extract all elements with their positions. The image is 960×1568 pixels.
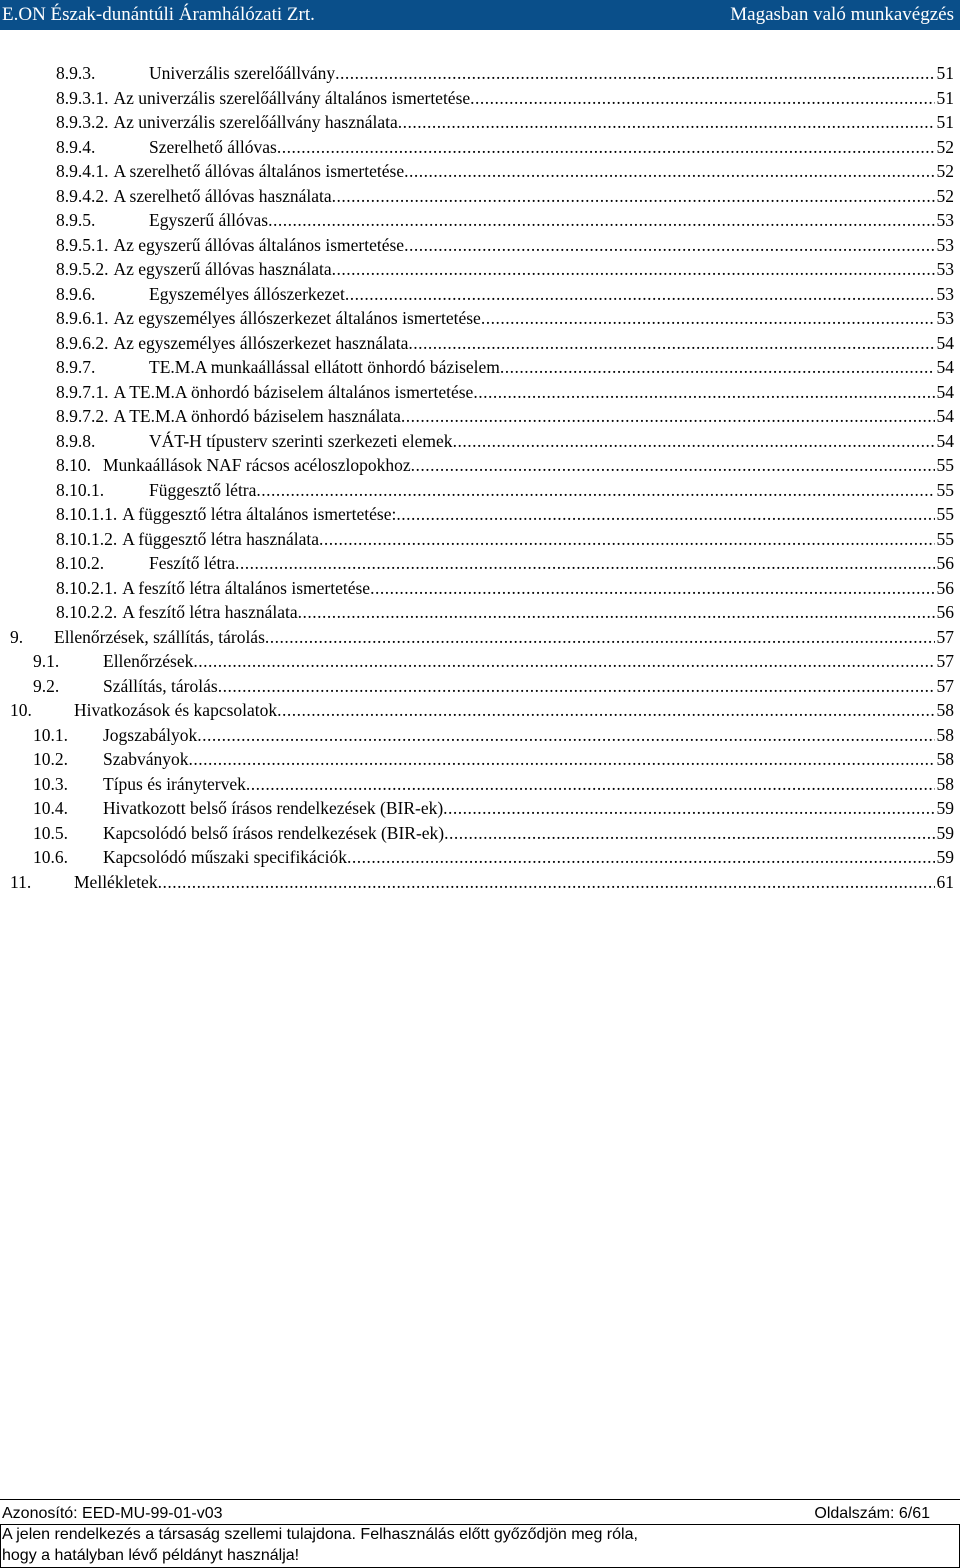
toc-entry-page: 56 bbox=[936, 602, 954, 622]
toc-entry-number: 8.9.3. bbox=[56, 63, 96, 83]
footer-notice-line-2: hogy a hatályban lévő példányt használja! bbox=[2, 1547, 300, 1564]
toc-entry[interactable] bbox=[56, 502, 954, 526]
toc-dot-leader bbox=[158, 870, 935, 894]
toc-dot-leader bbox=[396, 502, 934, 526]
toc-entry-page: 55 bbox=[936, 479, 954, 500]
header-document-title: Magasban való munkavégzés bbox=[730, 4, 954, 25]
toc-entry-page: 58 bbox=[936, 773, 954, 794]
toc-dot-leader bbox=[335, 61, 934, 85]
toc-entry[interactable] bbox=[56, 306, 954, 330]
toc-entry[interactable] bbox=[33, 674, 954, 698]
footer-notice-line-1: A jelen rendelkezés a társaság szellemi tulajdona. Felhasználás előtt győződjön meg róla, bbox=[2, 1526, 638, 1543]
toc-dot-leader bbox=[401, 404, 935, 428]
toc-dot-leader bbox=[332, 184, 935, 208]
toc-entry[interactable] bbox=[56, 478, 954, 502]
toc-entry-page: 58 bbox=[936, 724, 954, 745]
toc-entry-title: Ellenőrzések, szállítás, tárolás bbox=[54, 626, 265, 647]
footer-page-number: Oldalszám: 6/61 bbox=[814, 1505, 930, 1522]
toc-entry[interactable] bbox=[56, 551, 954, 575]
toc-entry-number: 8.9.7. bbox=[56, 357, 96, 377]
footer-divider bbox=[0, 1499, 960, 1500]
toc-entry-number: 8.9.3.2. bbox=[56, 112, 109, 132]
toc-entry-title: A függesztő létra használata bbox=[122, 528, 320, 549]
toc-entry[interactable] bbox=[33, 796, 954, 820]
toc-dot-leader bbox=[398, 110, 935, 134]
toc-entry-page: 58 bbox=[936, 749, 954, 769]
toc-entry-title: Kapcsolódó belső írásos rendelkezések (BIR-ek) bbox=[103, 822, 445, 843]
toc-entry-page: 52 bbox=[936, 161, 954, 181]
toc-entry-title: Jogszabályok bbox=[103, 724, 198, 745]
toc-dot-leader bbox=[193, 649, 934, 673]
toc-entry[interactable] bbox=[10, 625, 954, 649]
toc-entry-page: 52 bbox=[936, 185, 954, 206]
toc-entry-page: 59 bbox=[936, 798, 954, 818]
toc-entry[interactable] bbox=[56, 110, 954, 134]
toc-entry-page: 58 bbox=[936, 700, 954, 720]
toc-entry-page: 56 bbox=[936, 577, 954, 598]
toc-entry-title: A szerelhető állóvas általános ismertetése bbox=[113, 161, 405, 181]
toc-dot-leader bbox=[411, 453, 935, 477]
toc-entry-title: Egyszemélyes állószerkezet bbox=[149, 283, 345, 304]
toc-entry[interactable] bbox=[56, 86, 954, 110]
toc-entry-number: 8.9.6.2. bbox=[56, 332, 109, 353]
toc-dot-leader bbox=[319, 527, 934, 551]
toc-entry-title: Az univerzális szerelőállvány használata bbox=[113, 112, 398, 132]
toc-dot-leader bbox=[197, 723, 934, 747]
toc-entry-page: 53 bbox=[936, 234, 954, 255]
toc-entry-title: A feszítő létra használata bbox=[122, 602, 298, 622]
toc-entry-title: Hivatkozások és kapcsolatok bbox=[74, 700, 278, 720]
toc-entry-title: Mellékletek bbox=[74, 871, 158, 892]
toc-entry-page: 53 bbox=[936, 283, 954, 304]
toc-entry-title: Munkaállások NAF rácsos acéloszlopokhoz bbox=[103, 455, 411, 475]
toc-dot-leader bbox=[370, 576, 934, 600]
toc-dot-leader bbox=[481, 306, 935, 330]
header-company: E.ON Észak-dunántúli Áramhálózati Zrt. bbox=[2, 4, 315, 25]
toc-entry-title: Az univerzális szerelőállvány általános ismertetése bbox=[113, 87, 471, 108]
toc-dot-leader bbox=[298, 600, 935, 624]
toc-entry-number: 10.2. bbox=[33, 749, 68, 769]
toc-entry-page: 53 bbox=[936, 259, 954, 279]
toc-entry-title: Az egyszemélyes állószerkezet általános ismertetése bbox=[113, 308, 481, 328]
footer-document-id: Azonosító: EED-MU-99-01-v03 bbox=[2, 1505, 223, 1522]
toc-entry[interactable] bbox=[33, 723, 954, 747]
toc-entry[interactable] bbox=[56, 233, 954, 257]
toc-entry-title: Szerelhető állóvas bbox=[149, 136, 277, 157]
toc-entry-number: 10.4. bbox=[33, 798, 68, 818]
toc-entry-page: 51 bbox=[936, 112, 954, 132]
toc-entry-title: Kapcsolódó műszaki specifikációk bbox=[103, 847, 347, 867]
toc-entry-title: A szerelhető állóvas használata bbox=[113, 185, 332, 206]
toc-entry[interactable] bbox=[56, 429, 954, 453]
toc-entry-title: A TE.M.A önhordó báziselem általános ismertetése bbox=[113, 381, 474, 402]
toc-entry-number: 10. bbox=[10, 700, 32, 720]
toc-dot-leader bbox=[246, 772, 935, 796]
toc-entry-title: Típus és iránytervek bbox=[103, 773, 246, 794]
toc-entry[interactable] bbox=[33, 747, 954, 771]
page-header bbox=[0, 0, 960, 30]
toc-dot-leader bbox=[444, 821, 934, 845]
toc-entry-number: 8.9.4.2. bbox=[56, 185, 109, 206]
toc-dot-leader bbox=[404, 233, 934, 257]
toc-entry-number: 8.9.3.1. bbox=[56, 87, 109, 108]
toc-dot-leader bbox=[256, 478, 934, 502]
toc-entry-number: 8.9.7.1. bbox=[56, 381, 109, 402]
toc-entry-page: 54 bbox=[936, 406, 954, 426]
toc-entry-page: 57 bbox=[936, 651, 954, 671]
toc-dot-leader bbox=[408, 331, 934, 355]
toc-entry-number: 8.10. bbox=[56, 455, 91, 475]
toc-entry-number: 8.9.8. bbox=[56, 430, 96, 451]
toc-dot-leader bbox=[404, 159, 934, 183]
toc-entry[interactable] bbox=[56, 600, 954, 624]
toc-entry-number: 8.9.6.1. bbox=[56, 308, 109, 328]
toc-entry[interactable] bbox=[56, 159, 954, 183]
toc-entry-number: 8.9.5. bbox=[56, 210, 96, 230]
toc-entry-page: 53 bbox=[936, 210, 954, 230]
toc-entry[interactable] bbox=[56, 184, 954, 208]
toc-entry-number: 10.3. bbox=[33, 773, 68, 794]
toc-entry[interactable] bbox=[56, 404, 954, 428]
toc-entry-page: 54 bbox=[936, 332, 954, 353]
toc-entry-number: 10.5. bbox=[33, 822, 68, 843]
toc-entry-number: 8.9.6. bbox=[56, 283, 96, 304]
toc-entry[interactable] bbox=[56, 576, 954, 600]
toc-entry-number: 8.10.2.1. bbox=[56, 577, 118, 598]
toc-entry[interactable] bbox=[10, 870, 954, 894]
toc-dot-leader bbox=[332, 257, 935, 281]
toc-entry-number: 8.10.1.1. bbox=[56, 504, 118, 524]
toc-entry-title: TE.M.A munkaállással ellátott önhordó báziselem bbox=[149, 357, 500, 377]
toc-entry-page: 57 bbox=[936, 675, 954, 696]
toc-entry[interactable] bbox=[10, 698, 954, 722]
toc-dot-leader bbox=[235, 551, 934, 575]
toc-entry-page: 51 bbox=[936, 63, 954, 83]
toc-entry[interactable] bbox=[56, 208, 954, 232]
toc-entry-page: 54 bbox=[936, 381, 954, 402]
toc-entry[interactable] bbox=[56, 61, 954, 85]
toc-entry-page: 55 bbox=[936, 504, 954, 524]
toc-entry[interactable] bbox=[56, 355, 954, 379]
toc-entry-number: 8.9.7.2. bbox=[56, 406, 109, 426]
toc-entry-number: 8.10.2.2. bbox=[56, 602, 118, 622]
toc-dot-leader bbox=[500, 355, 935, 379]
toc-dot-leader bbox=[473, 380, 934, 404]
toc-entry[interactable] bbox=[56, 453, 954, 477]
toc-dot-leader bbox=[268, 208, 934, 232]
toc-entry-number: 8.9.4.1. bbox=[56, 161, 109, 181]
toc-entry-title: Függesztő létra bbox=[149, 479, 257, 500]
toc-entry-title: Szabványok bbox=[103, 749, 189, 769]
toc-entry-number: 8.9.5.1. bbox=[56, 234, 109, 255]
toc-entry-title: Feszítő létra bbox=[149, 553, 236, 573]
toc-entry[interactable] bbox=[33, 649, 954, 673]
toc-entry-number: 9.1. bbox=[33, 651, 60, 671]
toc-entry-title: A TE.M.A önhordó báziselem használata bbox=[113, 406, 401, 426]
toc-dot-leader bbox=[218, 674, 935, 698]
toc-entry-title: A feszítő létra általános ismertetése bbox=[122, 577, 371, 598]
toc-entry-number: 8.10.1.2. bbox=[56, 528, 118, 549]
toc-entry[interactable] bbox=[56, 380, 954, 404]
toc-entry-page: 54 bbox=[936, 357, 954, 377]
toc-entry-page: 53 bbox=[936, 308, 954, 328]
toc-entry-number: 8.9.4. bbox=[56, 136, 96, 157]
toc-entry-number: 8.9.5.2. bbox=[56, 259, 109, 279]
toc-entry-number: 11. bbox=[10, 871, 32, 892]
toc-entry-page: 59 bbox=[936, 822, 954, 843]
toc-entry-title: Univerzális szerelőállvány bbox=[149, 63, 336, 83]
toc-entry-title: Ellenőrzések bbox=[103, 651, 194, 671]
toc-entry[interactable] bbox=[33, 772, 954, 796]
toc-dot-leader bbox=[345, 282, 935, 306]
toc-dot-leader bbox=[277, 135, 935, 159]
toc-entry[interactable] bbox=[33, 821, 954, 845]
toc-dot-leader bbox=[265, 625, 935, 649]
toc-entry[interactable] bbox=[56, 331, 954, 355]
toc-entry-number: 9. bbox=[10, 626, 24, 647]
toc-entry-title: Az egyszerű állóvas általános ismertetése bbox=[113, 234, 405, 255]
toc-entry-title: Szállítás, tárolás bbox=[103, 675, 218, 696]
toc-entry[interactable] bbox=[56, 282, 954, 306]
toc-entry-title: Az egyszemélyes állószerkezet használata bbox=[113, 332, 409, 353]
toc-entry-page: 52 bbox=[936, 136, 954, 157]
toc-entry-page: 56 bbox=[936, 553, 954, 573]
toc-dot-leader bbox=[189, 747, 935, 771]
toc-entry-number: 8.10.2. bbox=[56, 553, 105, 573]
toc-entry-title: Hivatkozott belső írásos rendelkezések (BIR-ek) bbox=[103, 798, 444, 818]
toc-entry-title: VÁT-H típusterv szerinti szerkezeti elemek bbox=[149, 430, 453, 451]
toc-entry[interactable] bbox=[56, 135, 954, 159]
toc-entry-number: 10.6. bbox=[33, 847, 68, 867]
toc-entry-page: 59 bbox=[936, 847, 954, 867]
toc-dot-leader bbox=[453, 429, 935, 453]
toc-entry-page: 55 bbox=[936, 455, 954, 475]
toc-entry-title: A függesztő létra általános ismertetése: bbox=[122, 504, 397, 524]
toc-dot-leader bbox=[277, 698, 934, 722]
toc-entry-title: Egyszerű állóvas bbox=[149, 210, 269, 230]
toc-entry[interactable] bbox=[56, 257, 954, 281]
toc-entry-page: 57 bbox=[936, 626, 954, 647]
toc-entry-number: 10.1. bbox=[33, 724, 68, 745]
toc-entry-page: 51 bbox=[936, 87, 954, 108]
toc-entry[interactable] bbox=[33, 845, 954, 869]
toc-dot-leader bbox=[470, 86, 934, 110]
toc-dot-leader bbox=[443, 796, 934, 820]
toc-entry-page: 61 bbox=[936, 871, 954, 892]
toc-entry-page: 54 bbox=[936, 430, 954, 451]
toc-entry-number: 9.2. bbox=[33, 675, 60, 696]
toc-entry-page: 55 bbox=[936, 528, 954, 549]
toc-dot-leader bbox=[347, 845, 935, 869]
toc-entry[interactable] bbox=[56, 527, 954, 551]
toc-entry-number: 8.10.1. bbox=[56, 479, 105, 500]
toc-entry-title: Az egyszerű állóvas használata bbox=[113, 259, 332, 279]
